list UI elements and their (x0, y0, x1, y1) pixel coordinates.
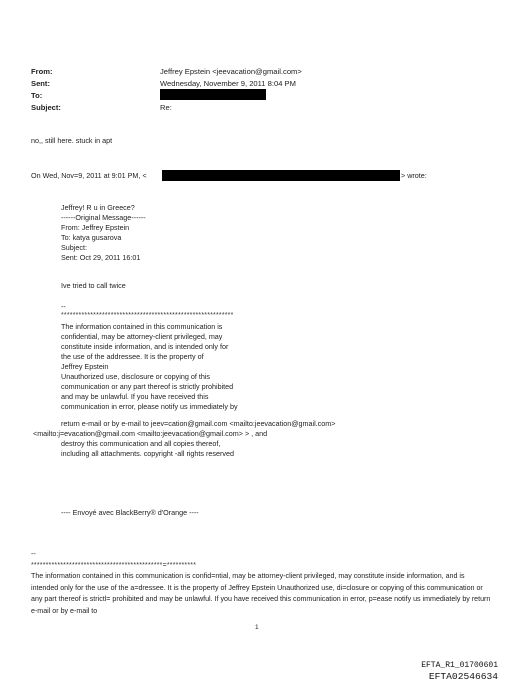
quoted-line: Sent: Oct 29, 2011 16:01 (61, 253, 141, 262)
blackberry-signature: ---- Envoyé avec BlackBerry® d'Orange ---- (61, 508, 199, 517)
quote-intro-end: > wrote: (401, 171, 427, 180)
quoted-line: From: Jeffrey Epstein (61, 223, 130, 232)
to-redaction (160, 89, 266, 100)
from-value: Jeffrey Epstein <jeevacation@gmail.com> (160, 67, 302, 76)
footer-disclaimer: The information contained in this communication is confid=ntial, may be attorney-client privileged, may constitute inside information, and is intended only for the use of the a=dressee. It is the property of Jeffrey Epstein Unauthorized use, di=closure or copying of this communication or any part thereof is strictl= prohibited and may be unlawful. If you have received this communication in error, p=ease notify us immediately by return e-mail or by e-mail to (31, 572, 491, 615)
subject-label: Subject: (31, 103, 61, 112)
to-label: To: (31, 91, 43, 100)
disclaimer-line: <mailto:j=evacation@gmail.com <mailto:jeevacation@gmail.com> > , and (33, 429, 268, 438)
reply-text: no,, still here. stuck in apt (31, 136, 113, 145)
disclaimer-line: Jeffrey Epstein (61, 362, 109, 371)
quoted-dashes: -- (61, 302, 66, 311)
disclaimer-line: The information contained in this communication is (61, 322, 223, 331)
sent-value: Wednesday, November 9, 2011 8:04 PM (160, 79, 296, 88)
quoted-line: ------Original Message------ (61, 213, 146, 222)
page-number: 1 (255, 624, 259, 631)
disclaimer-line: and may be unlawful. If you have received this (61, 392, 209, 401)
disclaimer-line: confidential, may be attorney-client privileged, may (61, 332, 223, 341)
sender-redaction (162, 170, 400, 181)
subject-value: Re: (160, 103, 172, 112)
quoted-line: Subject: (61, 243, 87, 252)
disclaimer-line: return e-mail or by e-mail to jeev=cation@gmail.com <mailto:jeevacation@gmail.com> (61, 419, 336, 428)
sent-label: Sent: (31, 79, 50, 88)
footer-stars: *********************************************=********** (31, 562, 197, 569)
bates-stamp: EFTA02546634 (428, 671, 498, 682)
disclaimer-line: communication or any part thereof is strictly prohibited (61, 382, 234, 391)
quote-intro-start: On Wed, Nov=9, 2011 at 9:01 PM, < (31, 171, 147, 180)
quoted-line: Jeffrey! R u in Greece? (61, 203, 135, 212)
bates-stamp-r1: EFTA_R1_01700601 (421, 661, 498, 670)
disclaimer-line: destroy this communication and all copies thereof, (61, 439, 221, 448)
disclaimer-line: Unauthorized use, disclosure or copying of this (61, 372, 211, 381)
disclaimer-line: including all attachments. copyright -all rights reserved (61, 449, 234, 458)
disclaimer-line: communication in error, please notify us immediately by (61, 402, 238, 411)
disclaimer-line: the use of the addressee. It is the property of (61, 352, 204, 361)
quoted-stars: *********************************************************** (61, 312, 234, 319)
quoted-line: To: katya gusarova (61, 233, 122, 242)
from-label: From: (31, 67, 53, 76)
quoted-message: Ive tried to call twice (61, 281, 126, 290)
disclaimer-line: constitute inside information, and is intended only for (61, 342, 229, 351)
footer-dashes: -- (31, 549, 36, 558)
